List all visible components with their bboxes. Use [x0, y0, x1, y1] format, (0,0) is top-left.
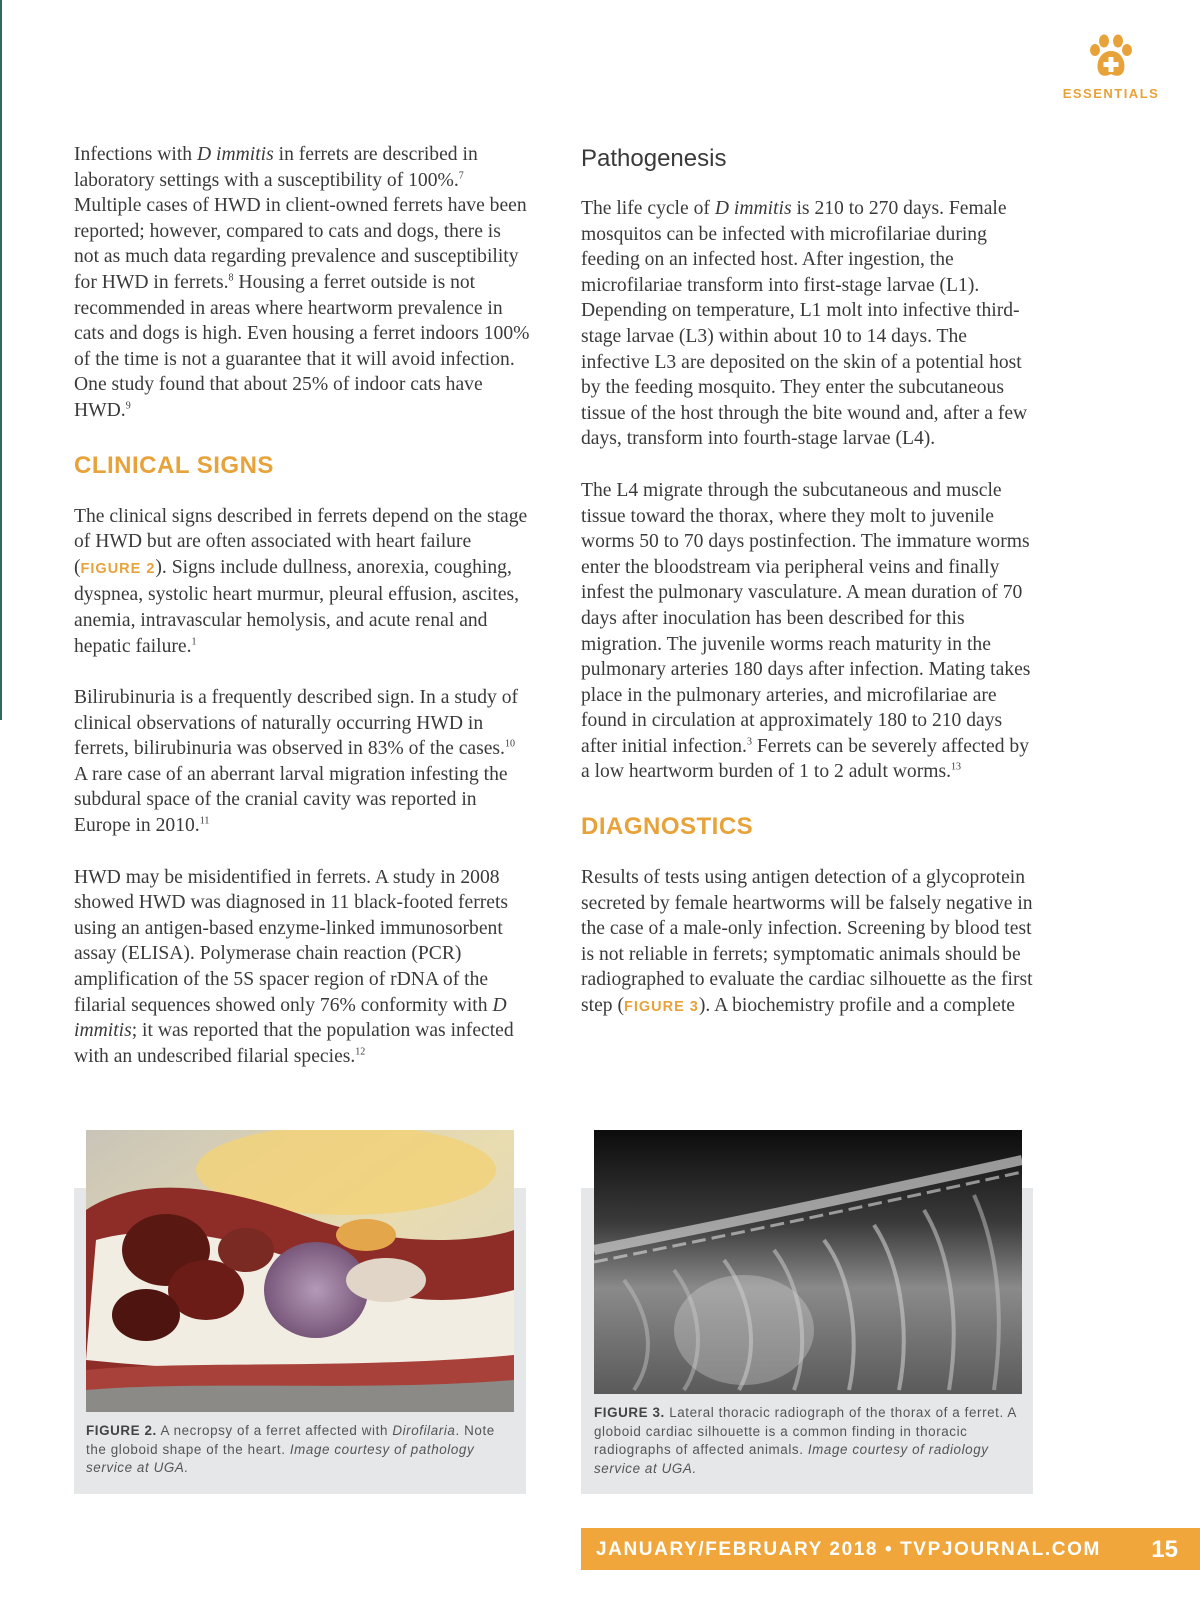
figure-3-caption: FIGURE 3. Lateral thoracic radiograph of the thorax of a ferret. A globoid cardiac silhouette is a common finding in thoracic radiographs of affected animals. Image courtesy of radiology service at UGA. [594, 1405, 1017, 1476]
paragraph: Bilirubinuria is a frequently described sign. In a study of clinical observations of naturally occurring HWD in ferrets, bilirubinuria was observed in 83% of the cases.$^{10}$ A rare case of an aberrant larval migration infesting the subdural space of the cranial cavity was reported in Europe in 2010.11 [74, 687, 519, 837]
citation-ref: 9 [125, 400, 131, 412]
left-column [74, 142, 530, 1095]
paragraph: Infections with D immitis in ferrets are described in laboratory settings with a susceptibility of 100%.$^7$ Multiple cases of HWD in client-owned ferrets have been reported; however, compared to cats and dogs, there is not as much data regarding prevalence and susceptibility for HWD in ferrets.$^8$ Housing a ferret outside is not recommended in areas where heartworm prevalence in cats and dogs is high. Even housing a ferret indoors 100% of the time is not a guarantee that it will avoid infection. One study found that about 25% of indoor cats have HWD.$^9$ [74, 144, 530, 421]
citation-ref: 11 [199, 815, 210, 827]
figure-3-reference[interactable]: FIGURE 3 [624, 999, 699, 1016]
paragraph: HWD may be misidentified in ferrets. A study in 2008 showed HWD was diagnosed in 11 black-footed ferrets using an antigen-based enzyme-linked immunosorbent assay (ELISA). Polymerase chain reaction (PCR) amplification of the 5S spacer region of rDNA of the filarial sequences showed only 76% conformity with D immitis; it was reported that the population was infected with an undescribed filarial species.$^{12}$ [74, 866, 514, 1067]
citation-ref: 12 [355, 1046, 366, 1058]
citation-ref: 10 [504, 738, 515, 750]
necropsy-photo [86, 1130, 514, 1412]
pathogenesis-heading: Pathogenesis [581, 145, 727, 172]
page-edge-line [0, 0, 2, 720]
citation-ref: 7 [458, 170, 464, 182]
radiograph-photo [594, 1130, 1022, 1394]
paragraph: The L4 migrate through the subcutaneous and muscle tissue toward the thorax, where they molt to juvenile worms 50 to 70 days postinfection. The immature worms enter the bloodstream via peripheral veins and finally infest the pulmonary vasculature. A mean duration of 70 days after inoculation has been described for this migration. The juvenile worms reach maturity in the pulmonary arteries 180 days after infection. Mating takes place in the pulmonary arteries, and microfilariae are found in circulation at approximately 180 to 210 days after initial infection.$^3$ Ferrets can be severely affected by a low heartworm burden of 1 to 2 adult worms.$^{13}$ [581, 479, 1031, 783]
page-number: 15 [1151, 1536, 1178, 1563]
citation-ref: 8 [228, 272, 234, 284]
section-tag: ESSENTIALS [1062, 86, 1160, 101]
diagnostics-heading: DIAGNOSTICS [581, 813, 754, 841]
citation-ref: 13 [951, 761, 962, 773]
paw-plus-icon [1087, 34, 1135, 80]
footer-bar [581, 1528, 1200, 1570]
citation-ref: 1 [191, 635, 197, 647]
right-column [581, 142, 1037, 1047]
clinical-signs-heading: CLINICAL SIGNS [74, 451, 274, 479]
paragraph: The clinical signs described in ferrets depend on the stage of HWD but are often associated with heart failure (FIGURE 2). Signs include dullness, anorexia, coughing, dyspnea, systolic heart murmur, pleural effusion, ascites, anemia, intravascular hemolysis, and acute renal and hepatic failure.$^1$ [74, 505, 528, 657]
figure-2-reference[interactable]: FIGURE 2 [80, 560, 156, 577]
figure-2-caption: FIGURE 2. A necropsy of a ferret affected with Dirofilaria. Note the globoid shape of the heart. Image courtesy of pathology service at UGA. [86, 1423, 495, 1475]
paragraph: The life cycle of D immitis is 210 to 270 days. Female mosquitos can be infected with microfilariae during feeding on an infected host. After ingestion, the microfilariae transform into first-stage larvae (L1). Depending on temperature, L1 molt into infective third-stage larvae (L3) within about 10 to 14 days. The infective L3 are deposited on the skin of a potential host by the feeding mosquito. They enter the subcutaneous tissue of the host through the bite wound and, after a few days, transform into fourth-stage larvae (L4). [581, 198, 1028, 450]
footer-issue-text[interactable]: JANUARY/FEBRUARY 2018 • TVPJOURNAL.COM [596, 1539, 1101, 1560]
citation-ref: 3 [746, 736, 752, 748]
section-header [1056, 34, 1166, 101]
paragraph: Results of tests using antigen detection of a glycoprotein secreted by female heartworms will be falsely negative in the case of a male-only infection. Screening by blood test is not reliable in ferrets; symptomatic animals should be radiographed to evaluate the cardiac silhouette as the first step (FIGURE 3). A biochemistry profile and a complete [581, 867, 1033, 1017]
